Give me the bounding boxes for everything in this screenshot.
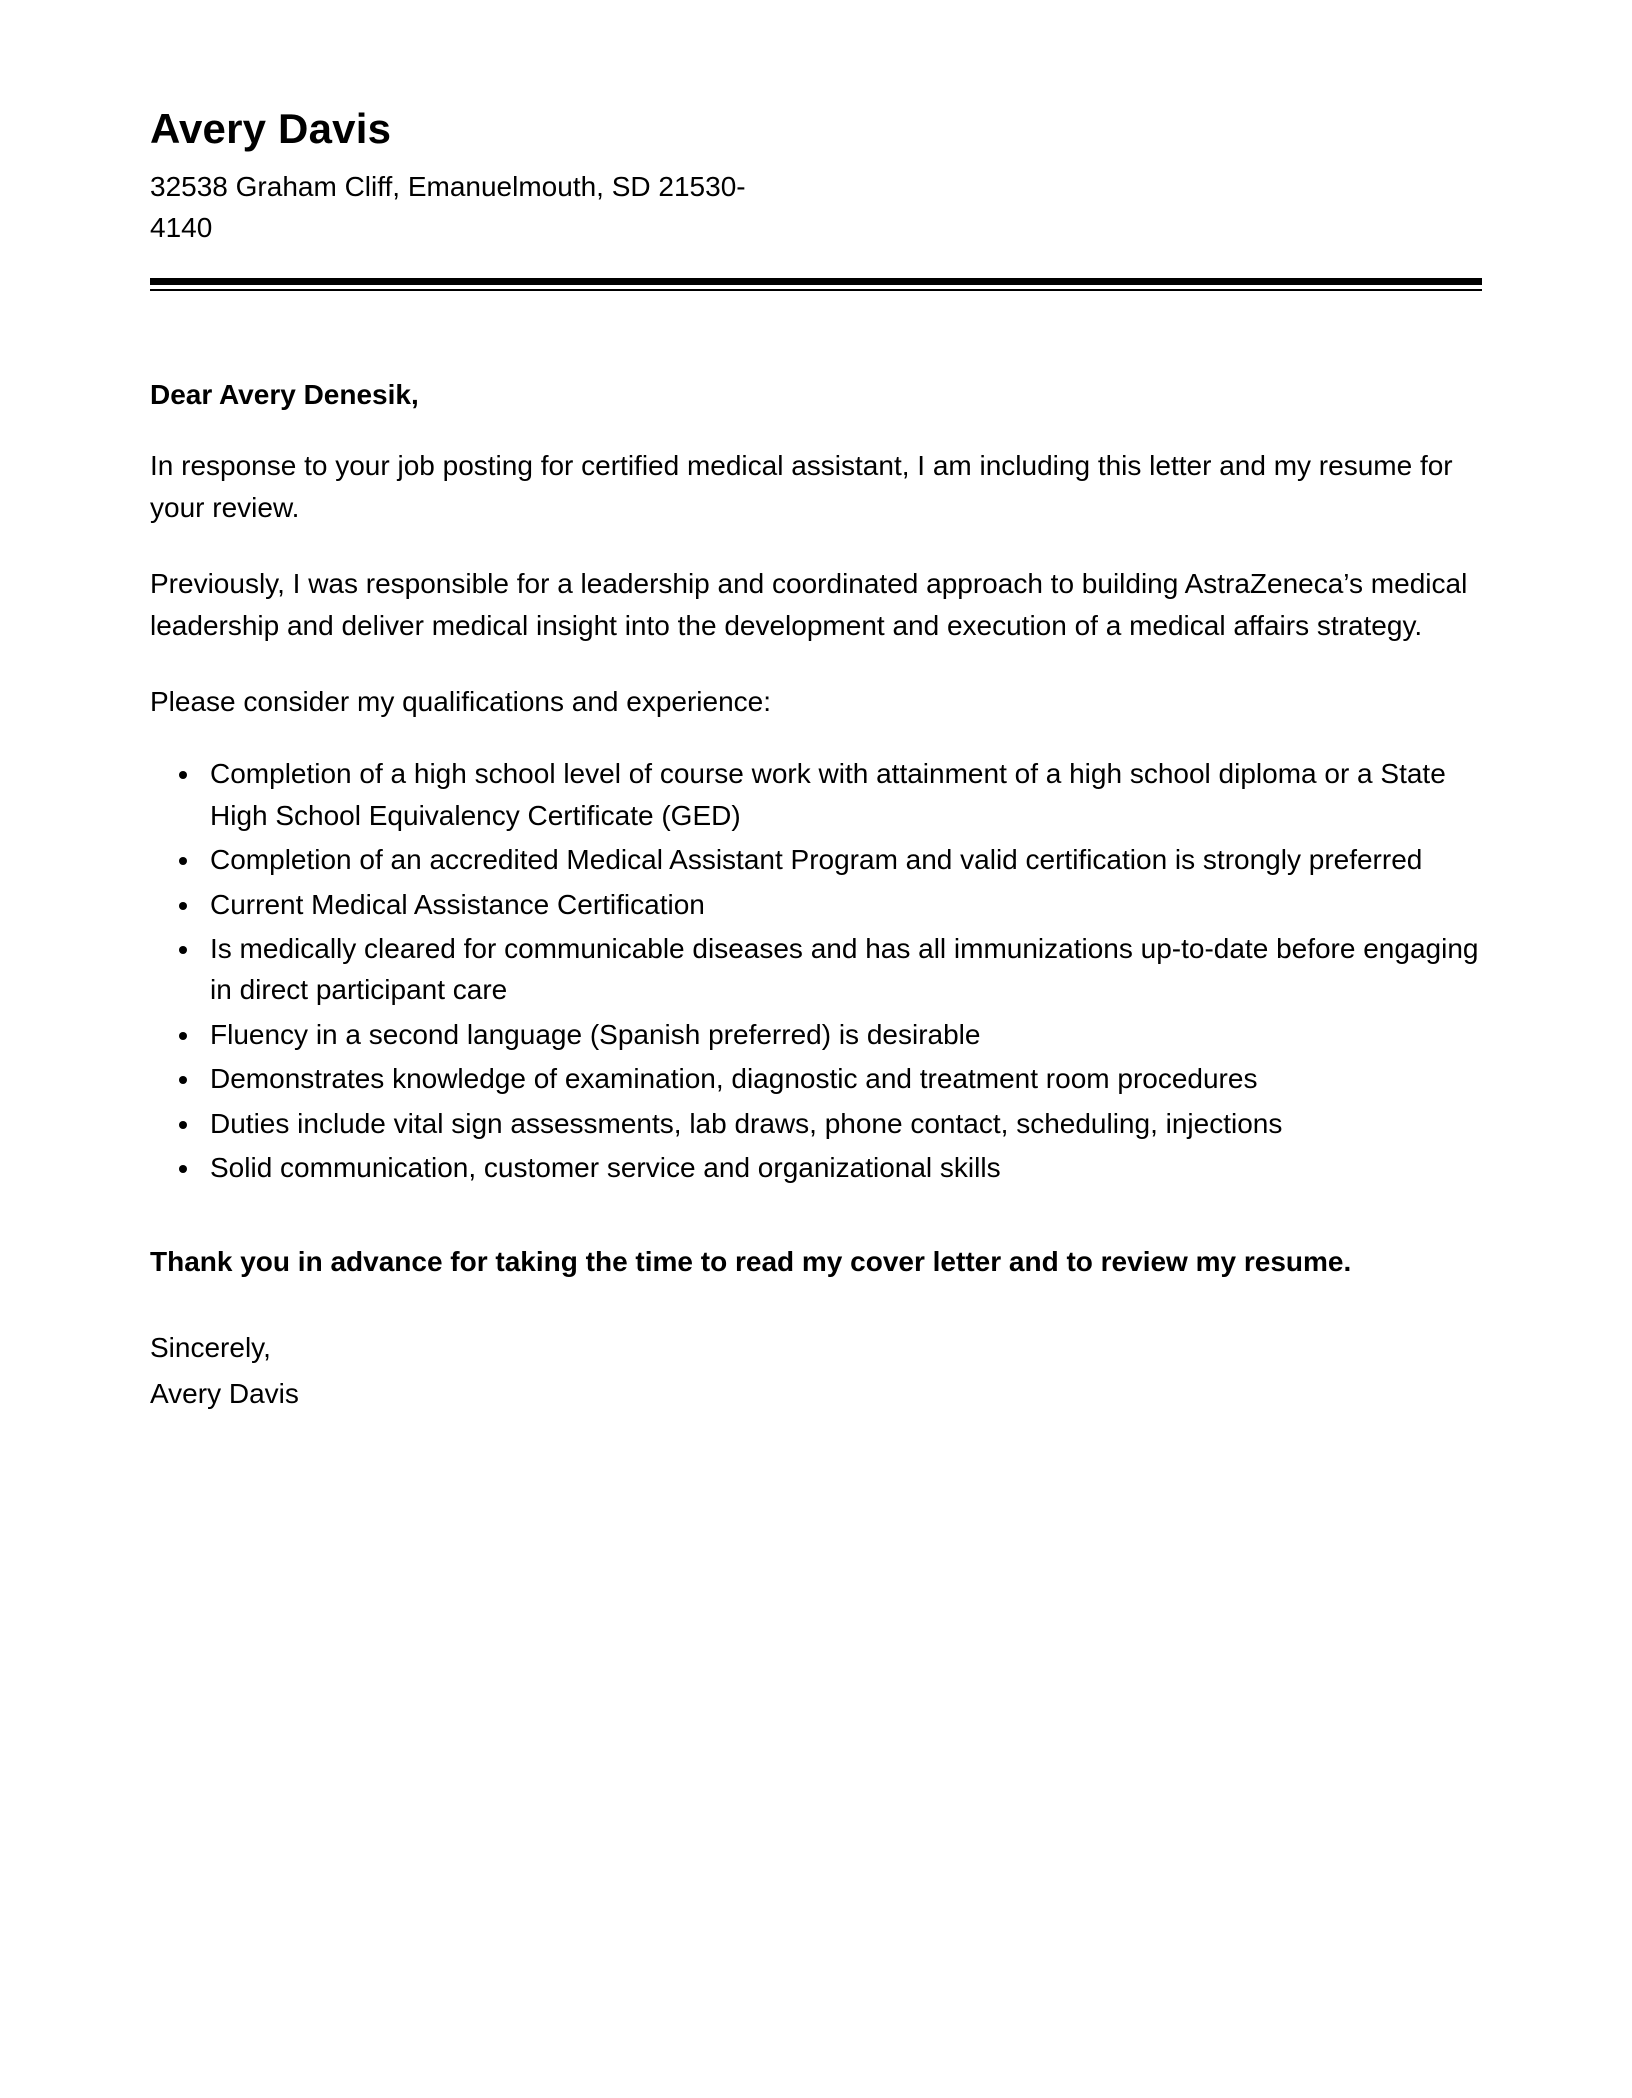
qualification-item: • Completion of a high school level of course work with attainment of a high school diploma or a State High School Equivalency Certificate (GED)	[202, 753, 1482, 836]
paragraph-qualifications-intro: Please consider my qualifications and experience:	[150, 686, 772, 718]
signature-name: Avery Davis	[150, 1377, 299, 1409]
paragraph-previous-experience: Previously, I was responsible for a leadership and coordinated approach to building AstraZeneca’s medical leadership and deliver medical insight into the development and execution of a medical affairs strategy.	[150, 568, 1468, 642]
paragraph-intro: In response to your job posting for certified medical assistant, I am including this letter and my resume for your review.	[150, 450, 1453, 524]
qualification-item: • Solid communication, customer service and organizational skills	[202, 1147, 1482, 1188]
qualification-item: • Is medically cleared for communicable diseases and has all immunizations up-to-date before engaging in direct participant care	[202, 928, 1482, 1011]
qualification-item: • Fluency in a second language (Spanish preferred) is desirable	[202, 1014, 1482, 1055]
qualifications-list	[150, 753, 1482, 1188]
sender-address-line-2: 4140	[150, 211, 213, 243]
header-divider	[150, 278, 1482, 291]
qualification-item: • Current Medical Assistance Certification	[202, 884, 1482, 925]
qualification-item: • Duties include vital sign assessments, lab draws, phone contact, scheduling, injections	[202, 1103, 1482, 1144]
thank-you-line: Thank you in advance for taking the time to read my cover letter and to review my resume.	[150, 1245, 1352, 1277]
qualification-item: • Demonstrates knowledge of examination, diagnostic and treatment room procedures	[202, 1058, 1482, 1099]
qualification-item: • Completion of an accredited Medical Assistant Program and valid certification is strongly preferred	[202, 839, 1482, 880]
sender-address-line-1: 32538 Graham Cliff, Emanuelmouth, SD 21530-	[150, 171, 746, 202]
sender-name: Avery Davis	[150, 105, 392, 152]
closing-line: Sincerely,	[150, 1331, 271, 1363]
salutation: Dear Avery Denesik,	[150, 379, 419, 411]
